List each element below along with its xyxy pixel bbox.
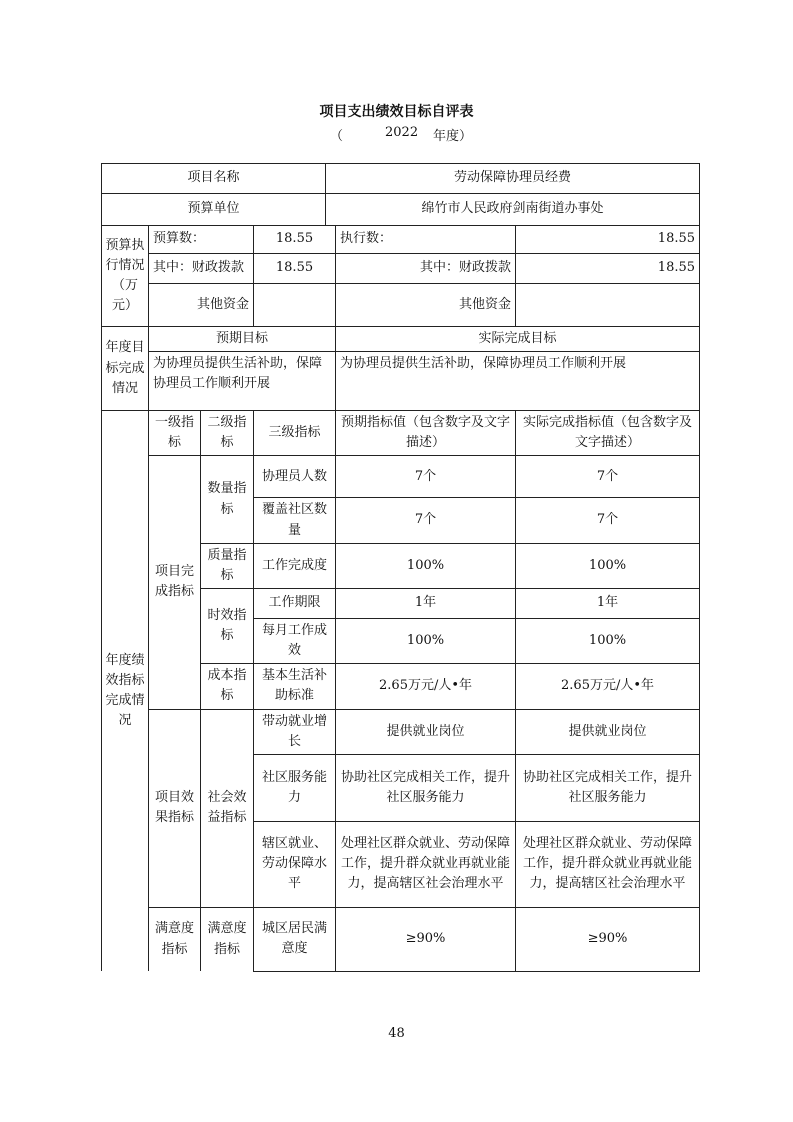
year-open-paren: （ <box>330 129 344 144</box>
l3-cell: 工作期限 <box>254 588 336 618</box>
budget-amount-value: 18.55 <box>254 226 336 254</box>
expected-cell: 处理社区群众就业、劳动保障工作，提升群众就业再就业能力，提高辖区社会治理水平 <box>336 821 516 907</box>
year-suffix: 年度） <box>433 129 473 144</box>
expected-cell: 7个 <box>336 498 516 543</box>
row-goal-headers <box>102 327 700 352</box>
actual-cell: 100% <box>516 618 700 663</box>
other-funds-exec-value <box>516 284 700 327</box>
col-actual-header: 实际完成指标值（包含数字及文字描述） <box>516 411 700 456</box>
l2-quality: 质量指标 <box>201 543 254 588</box>
col-level3-header: 三级指标 <box>254 411 336 456</box>
actual-cell: 处理社区群众就业、劳动保障工作，提升群众就业再就业能力，提高辖区社会治理水平 <box>516 821 700 907</box>
l2-cost: 成本指标 <box>201 664 254 709</box>
other-funds-label: 其他资金 <box>149 284 254 327</box>
project-name-label: 项目名称 <box>102 164 326 194</box>
l2-satisfaction: 满意度指标 <box>201 907 254 971</box>
actual-cell: 2.65万元/人•年 <box>516 664 700 709</box>
expected-cell: 1年 <box>336 588 516 618</box>
performance-table <box>101 163 700 972</box>
l3-cell: 每月工作成效 <box>254 618 336 663</box>
l3-cell: 基本生活补助标准 <box>254 664 336 709</box>
row-other-funds <box>102 284 700 327</box>
group-satisfaction-label: 满意度指标 <box>149 907 201 971</box>
annual-goal-label: 年度目标完成情况 <box>102 327 149 411</box>
actual-cell: 提供就业岗位 <box>516 709 700 754</box>
other-funds-exec-label: 其他资金 <box>336 284 516 327</box>
exec-amount-label: 执行数： <box>336 226 516 254</box>
l2-quantity: 数量指标 <box>201 456 254 543</box>
actual-goal-text: 为协理员提供生活补助，保障协理员工作顺利开展 <box>336 352 700 411</box>
col-level2-header: 二级指标 <box>201 411 254 456</box>
fiscal-exec-label: 其中：财政拨款 <box>336 254 516 284</box>
year-value: 2022 <box>385 125 419 140</box>
other-funds-value <box>254 284 336 327</box>
actual-cell: 7个 <box>516 498 700 543</box>
table-row <box>102 907 700 971</box>
row-project-name <box>102 164 700 194</box>
project-name-value: 劳动保障协理员经费 <box>326 164 700 194</box>
table-row <box>102 456 700 498</box>
fiscal-label: 其中：财政拨款 <box>149 254 254 284</box>
actual-cell: 1年 <box>516 588 700 618</box>
budget-unit-value: 绵竹市人民政府剑南街道办事处 <box>326 194 700 226</box>
l3-cell: 带动就业增长 <box>254 709 336 754</box>
expected-cell: 协助社区完成相关工作，提升社区服务能力 <box>336 754 516 821</box>
row-goal-texts <box>102 352 700 411</box>
col-expected-header: 预期指标值（包含数字及文字描述） <box>336 411 516 456</box>
l3-cell: 协理员人数 <box>254 456 336 498</box>
expected-goal-header: 预期目标 <box>149 327 336 352</box>
expected-cell: 100% <box>336 543 516 588</box>
row-fiscal <box>102 254 700 284</box>
actual-cell: 100% <box>516 543 700 588</box>
row-budget-amount <box>102 226 700 254</box>
l3-cell: 工作完成度 <box>254 543 336 588</box>
expected-cell: 100% <box>336 618 516 663</box>
l2-timeliness: 时效指标 <box>201 588 254 663</box>
actual-cell: 7个 <box>516 456 700 498</box>
expected-cell: ≥90% <box>336 907 516 971</box>
fiscal-exec-value: 18.55 <box>516 254 700 284</box>
budget-section-label: 预算执行情况（万元） <box>102 226 149 327</box>
actual-goal-header: 实际完成目标 <box>336 327 700 352</box>
expected-cell: 提供就业岗位 <box>336 709 516 754</box>
table-row <box>102 709 700 754</box>
exec-amount-value: 18.55 <box>516 226 700 254</box>
l3-cell: 辖区就业、劳动保障水平 <box>254 821 336 907</box>
group-completion-label: 项目完成指标 <box>149 456 201 709</box>
expected-cell: 2.65万元/人•年 <box>336 664 516 709</box>
actual-cell: ≥90% <box>516 907 700 971</box>
perf-section-label: 年度绩效指标完成情况 <box>102 411 149 972</box>
l3-cell: 覆盖社区数量 <box>254 498 336 543</box>
page-number: 48 <box>388 1026 405 1041</box>
actual-cell: 协助社区完成相关工作，提升社区服务能力 <box>516 754 700 821</box>
budget-amount-label: 预算数： <box>149 226 254 254</box>
l3-cell: 城区居民满意度 <box>254 907 336 971</box>
group-effect-label: 项目效果指标 <box>149 709 201 907</box>
expected-cell: 7个 <box>336 456 516 498</box>
l3-cell: 社区服务能力 <box>254 754 336 821</box>
fiscal-value: 18.55 <box>254 254 336 284</box>
l2-social: 社会效益指标 <box>201 709 254 907</box>
document-title: 项目支出绩效目标自评表 <box>319 104 474 120</box>
row-perf-headers <box>102 411 700 456</box>
row-budget-unit <box>102 194 700 226</box>
budget-unit-label: 预算单位 <box>102 194 326 226</box>
expected-goal-text: 为协理员提供生活补助，保障协理员工作顺利开展 <box>149 352 336 411</box>
col-level1-header: 一级指标 <box>149 411 201 456</box>
